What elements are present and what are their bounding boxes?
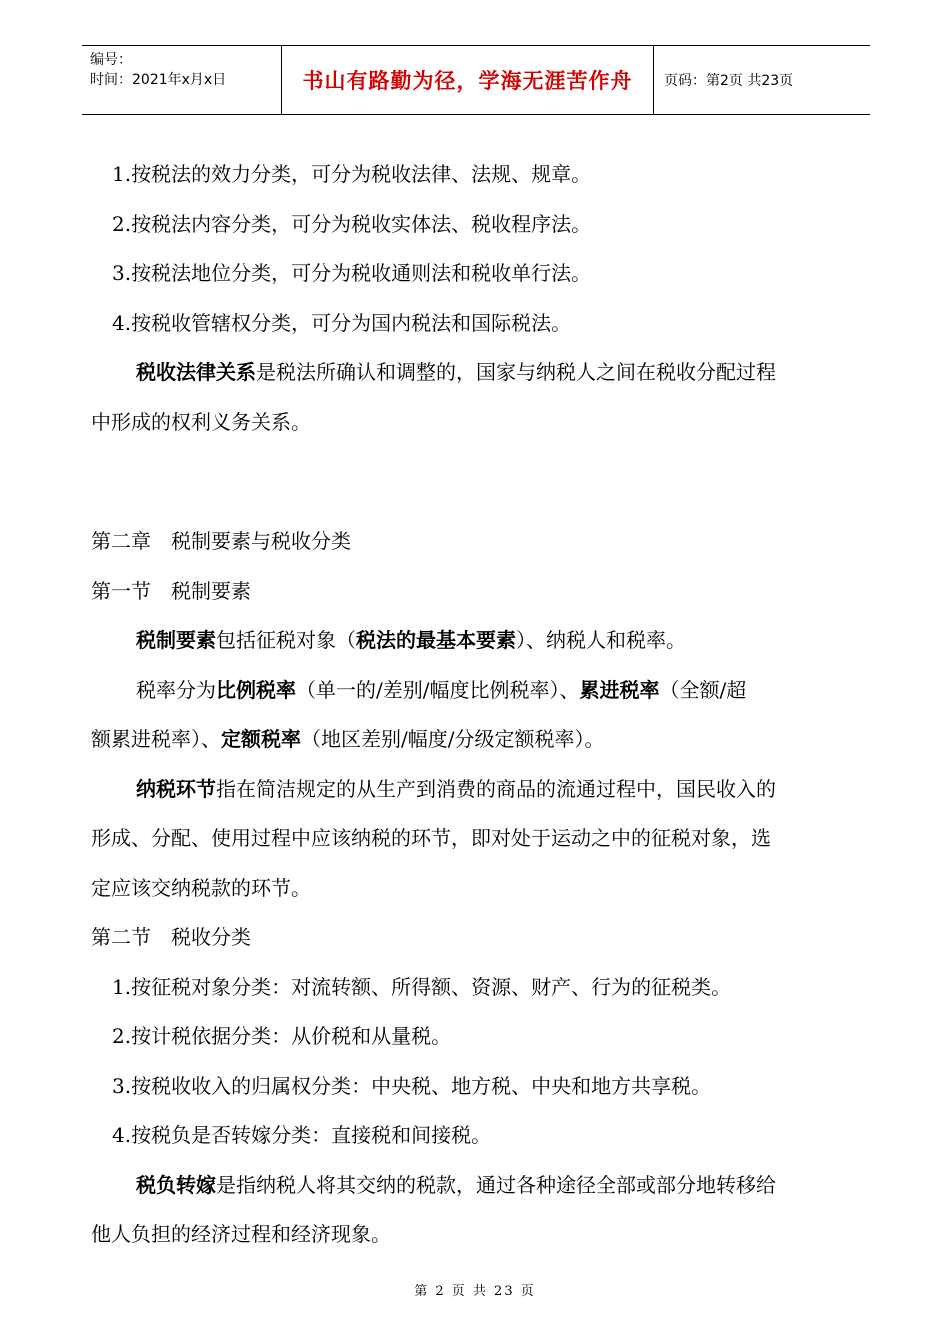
- list-item: 1.按税法的效力分类，可分为税收法律、法规、规章。: [112, 162, 592, 186]
- paragraph-continuation: 他人负担的经济过程和经济现象。: [91, 1222, 391, 1246]
- paragraph-tax-legal-relation: [91, 348, 861, 398]
- term-bold: 累进税率: [579, 677, 660, 702]
- term-bold: 税制要素: [136, 628, 216, 652]
- paragraph-tax-shifting: [91, 1161, 861, 1211]
- term-bold: 纳税环节: [136, 776, 216, 801]
- paragraph-text: 额累进税率）、: [91, 727, 221, 751]
- paragraph-tax-link: [91, 765, 861, 815]
- page-info: 页码：第2页 共23页: [664, 73, 794, 89]
- list-item: 4.按税收管辖权分类，可分为国内税法和国际税法。: [112, 310, 572, 335]
- page-header: [82, 45, 870, 115]
- list-item: 2.按税法内容分类，可分为税收实体法、税收程序法。: [112, 211, 592, 236]
- term-bold: 税法的最基本要素: [356, 628, 516, 652]
- paragraph-continuation: 定应该交纳税款的环节。: [91, 875, 311, 900]
- time-label: 时间：2021年x月x日: [90, 72, 227, 88]
- header-meta: [82, 46, 281, 114]
- list-item: 4.按税负是否转嫁分类：直接税和间接税。: [112, 1123, 492, 1147]
- header-page-info-cell: [654, 46, 870, 114]
- paragraph-text: 税率分为: [136, 677, 216, 702]
- header-motto-cell: [281, 46, 654, 114]
- term-bold: 定额税率: [221, 727, 301, 751]
- list-item: 3.按税收收入的归属权分类：中央税、地方税、中央和地方共享税。: [112, 1073, 712, 1098]
- spacer: [91, 447, 861, 517]
- paragraph-text: （单一的/差别/幅度比例税率）、: [296, 677, 580, 702]
- term-bold: 税负转嫁: [136, 1172, 216, 1197]
- section-title: 第一节 税制要素: [91, 578, 251, 603]
- paragraph-tax-elements: [91, 616, 861, 666]
- document-body: [91, 150, 861, 1260]
- chapter-title: 第二章 税制要素与税收分类: [91, 529, 351, 553]
- paragraph-text: （地区差别/幅度/分级定额税率）。: [301, 727, 605, 751]
- paragraph-continuation: [91, 715, 861, 765]
- list-item: 1.按征税对象分类：对流转额、所得额、资源、财产、行为的征税类。: [112, 974, 732, 999]
- paragraph-text: 指在简洁规定的从生产到消费的商品的流通过程中，国民收入的: [216, 776, 776, 801]
- paragraph-text: 是税法所确认和调整的，国家与纳税人之间在税收分配过程: [256, 360, 776, 384]
- paragraph-text: （全额/超: [659, 677, 747, 702]
- term-bold: 税收法律关系: [136, 360, 256, 384]
- paragraph-text: ）、纳税人和税率。: [516, 628, 686, 652]
- term-bold: 比例税率: [216, 677, 296, 702]
- paragraph-text: 是指纳税人将其交纳的税款，通过各种途径全部或部分地转移给: [216, 1172, 776, 1197]
- list-item: 2.按计税依据分类：从价税和从量税。: [112, 1024, 452, 1048]
- page-footer: [0, 1280, 950, 1299]
- paragraph-continuation: 形成、分配、使用过程中应该纳税的环节，即对处于运动之中的征税对象，选: [91, 826, 771, 850]
- paragraph-text: 包括征税对象（: [216, 628, 356, 652]
- number-label: 编号：: [90, 52, 132, 68]
- paragraph-tax-rate: [91, 666, 861, 716]
- paragraph-continuation: 中形成的权利义务关系。: [91, 409, 311, 434]
- list-item: 3.按税法地位分类，可分为税收通则法和税收单行法。: [112, 261, 592, 285]
- footer-page-number: 第 2 页 共 23 页: [414, 1284, 536, 1299]
- motto: 书山有路勤为径，学海无涯苦作舟: [302, 69, 633, 93]
- section-title: 第二节 税收分类: [91, 925, 251, 949]
